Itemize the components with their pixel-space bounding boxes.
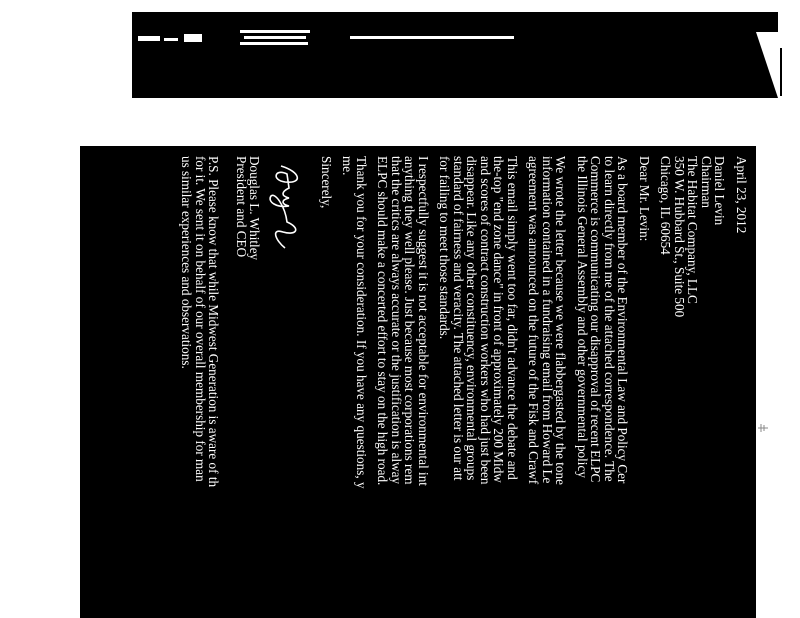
paragraph-line: me. [340,156,356,176]
paragraph-line: and scores of contract construction workers who had just been [478,156,493,485]
letterhead-band [132,12,778,98]
signer-name: Douglas L. Whitley [247,156,263,261]
paragraph-line: information contained in a fundraising email from Howard Le [540,156,555,484]
letterhead-mark-mid-3 [240,42,308,45]
postscript [180,156,221,616]
letter-text-rotated [80,146,756,616]
recipient-street: 350 W. Hubbard St., Suite 500 [672,156,687,318]
paragraph-line: We wrote the letter because we were flabbergasted by the tone [553,156,569,485]
paragraph-line: I respectfully suggest it is not acceptable for environmental int [416,156,431,486]
postscript-line: for it. We sent it on behalf of our overall membership for man [193,156,208,482]
paragraph-line: This email simply went too far, didn't advance the debate and [505,156,520,480]
closing: Sincerely, [319,156,334,209]
letterhead-mark-left [138,36,160,41]
recipient-block [659,156,727,616]
paragraph-line: disappear. Like any other constituency, environmental groups [464,156,480,481]
letter-date: April 23, 2012 [734,156,749,234]
paragraph-line: to learn directly from me of the attached correspondence. The [602,156,617,482]
paragraph-line: the Illinois General Assembly and other governmental policy [575,156,590,478]
recipient-city: Chicago, IL 60654 [658,156,674,255]
paragraph-line: anything they well please. Just because most corporations rem [402,156,418,485]
paragraph-3 [438,156,519,616]
recipient-title: Chairman [699,156,714,209]
paragraph-4 [376,156,430,616]
paragraph-line: agreement was announced on the future of the Fisk and Crawf [526,156,542,485]
scan-edge [756,32,778,98]
handwritten-signature [266,162,312,252]
scan-edge-line [780,48,782,96]
letterhead-mark-left-2 [164,38,178,41]
signer-block [235,156,262,616]
scan-artifact-mark [757,420,769,436]
letterhead-mark-left-3 [184,34,202,42]
paragraph-line: the-top "end zone dance" in front of approximately 200 Midw [491,156,507,483]
paragraph-1 [576,156,630,616]
paragraph-line: that the critics are always accurate or the justification is alway [389,156,404,485]
paragraph-line: Thank you for your consideration. If you have any questions, y [354,156,369,489]
signer-title: President and CEO [234,156,249,258]
letterhead-rule [350,36,514,39]
paragraph-5 [341,156,368,616]
paragraph-2 [527,156,568,616]
paragraph-line: As a board member of the Environmental Law and Policy Cer [615,156,631,484]
salutation: Dear Mr. Levin: [637,156,652,242]
postscript-line: us similar experiences and observations. [179,156,195,369]
letterhead-mark-mid-2 [244,36,306,39]
paragraph-line: ELPC should make a concerted effort to stay on the high road. [375,156,391,486]
letterhead-mark-mid [240,30,310,33]
postscript-line: P.S. Please know that while Midwest Generation is aware of th [206,156,222,488]
letter-body [80,146,756,618]
paragraph-line: standard of fairness and veracity. The attached letter is our att [451,156,466,481]
recipient-name: Daniel Levin [712,156,728,226]
paragraph-line: Commerce is communicating our disapproval of recent ELPC [588,156,604,483]
recipient-company: The Habitat Company, LLC [685,156,701,304]
paragraph-line: for failing to meet those standards. [437,156,453,340]
signature-area [264,156,312,616]
